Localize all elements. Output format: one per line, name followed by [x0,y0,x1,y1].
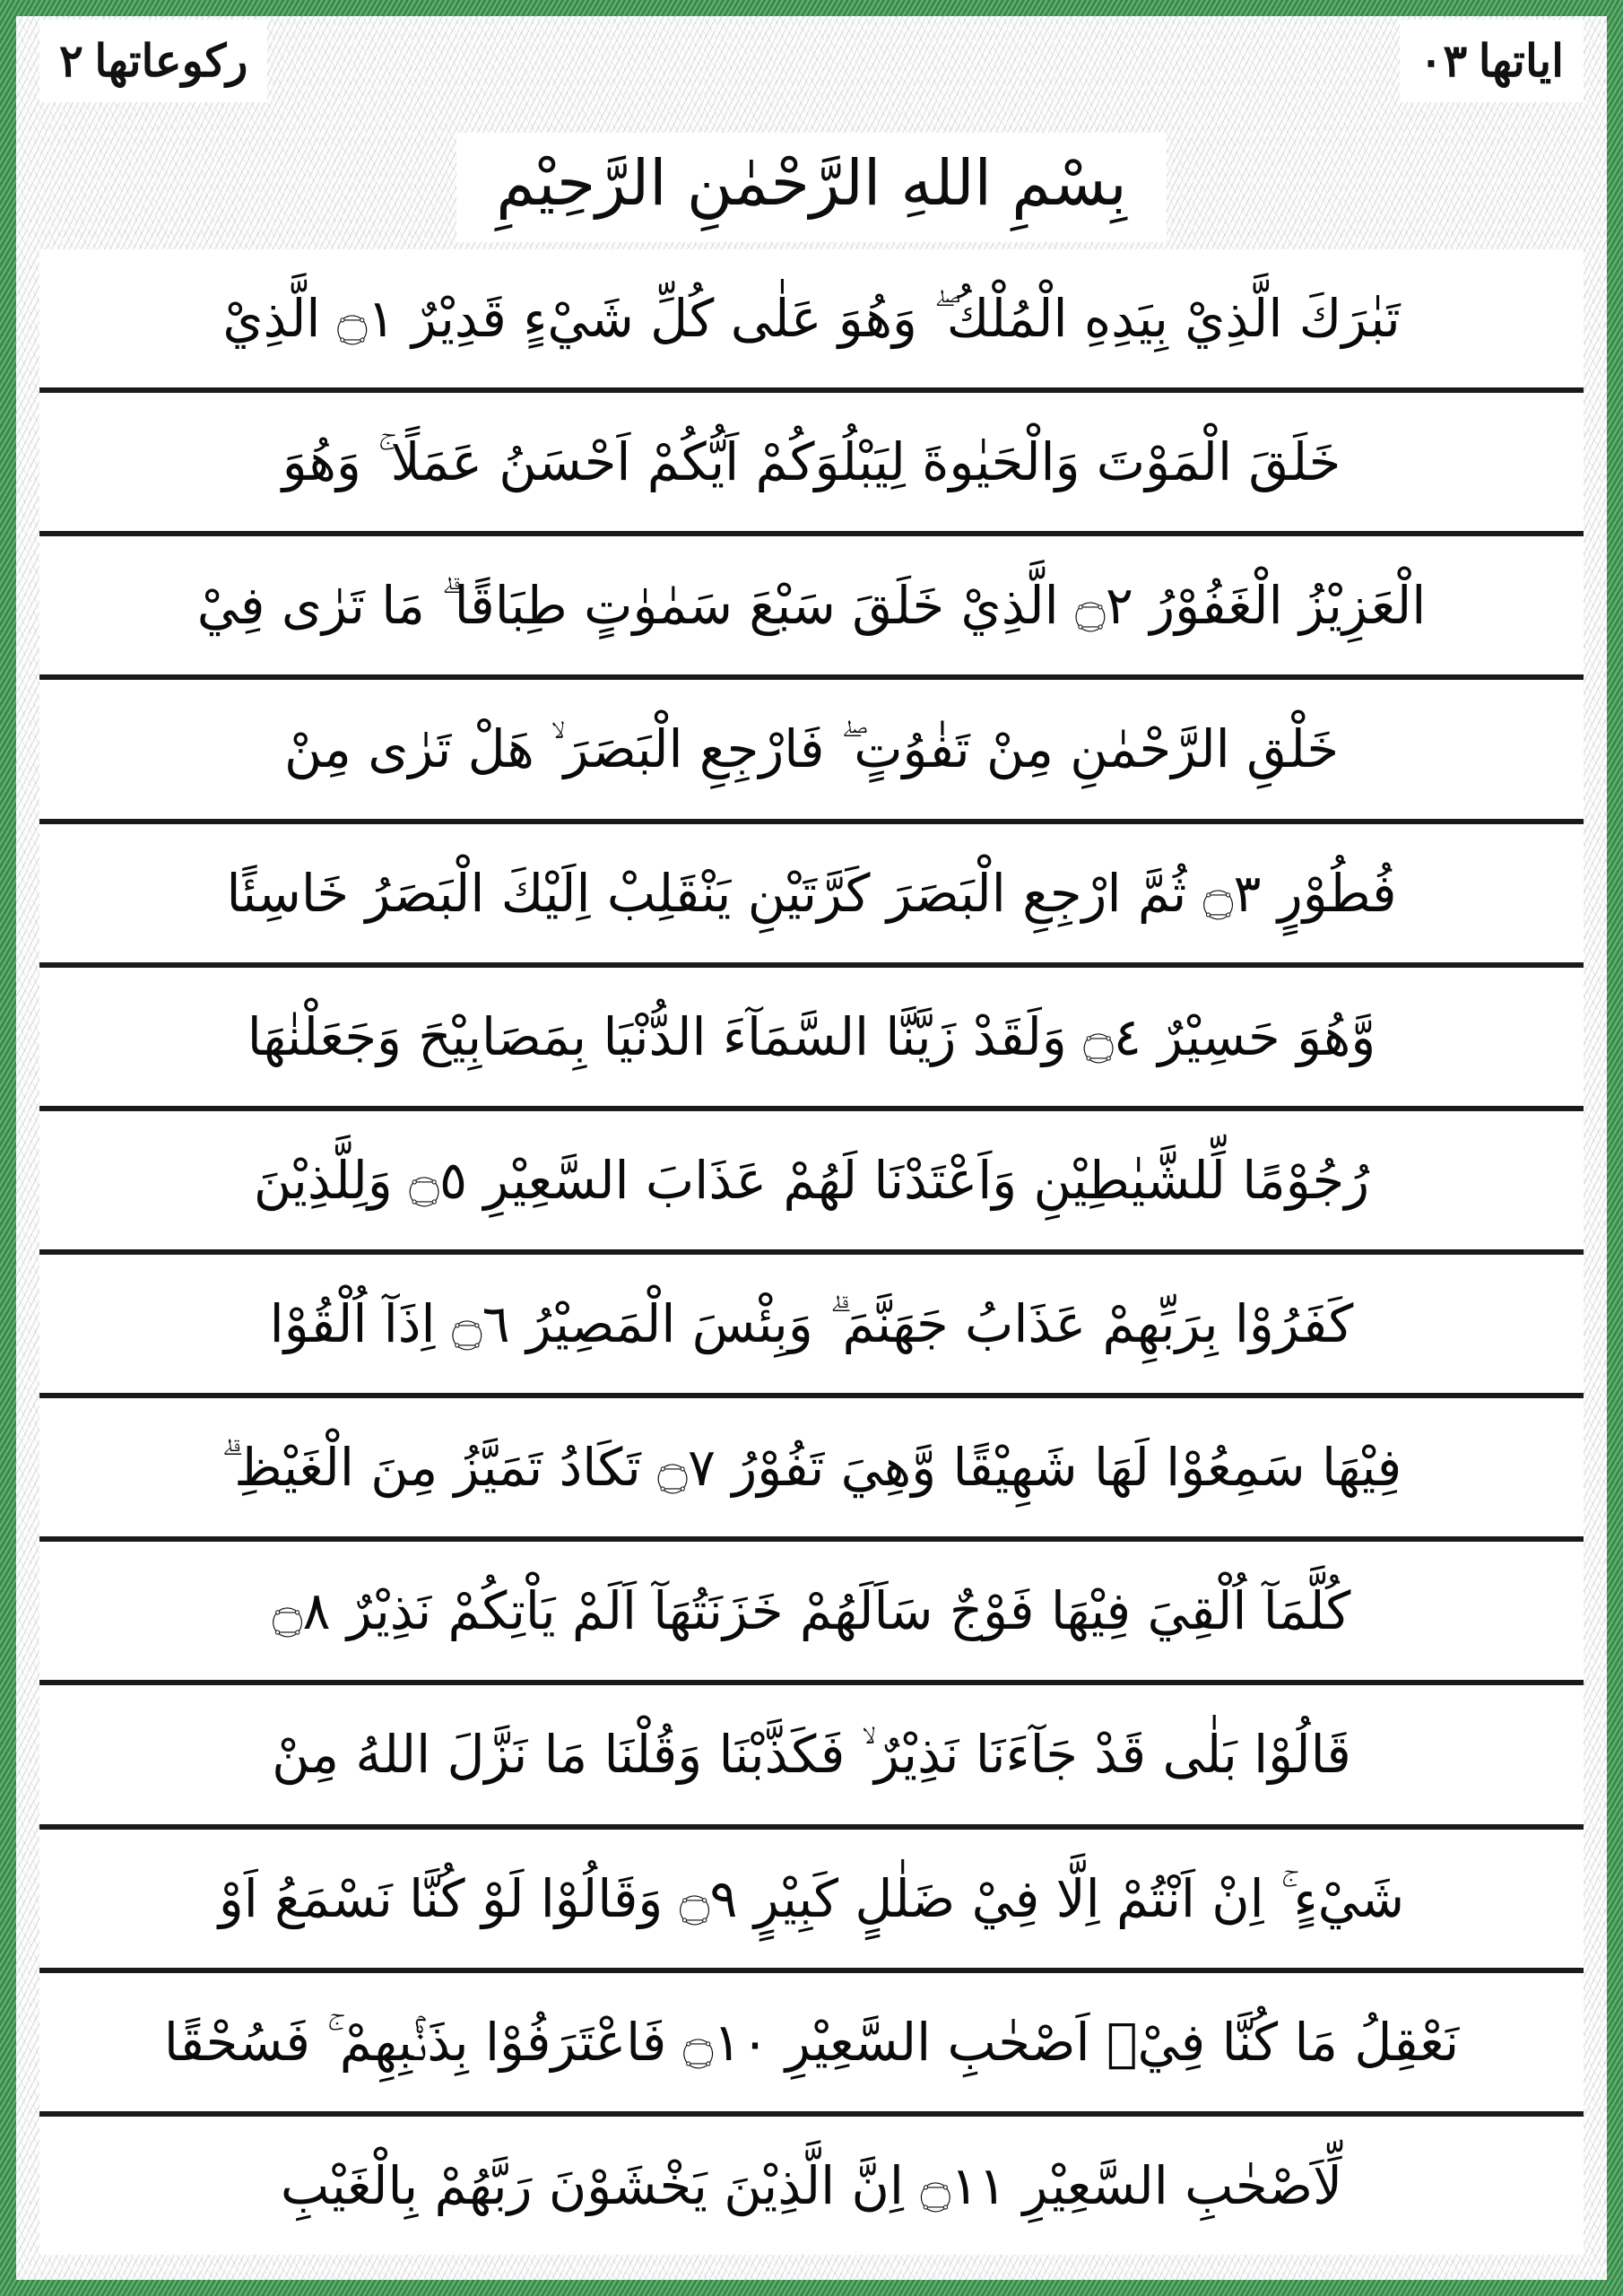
ayah-line-text: خَلْقِ الرَّحْمٰنِ مِنْ تَفٰوُتٍ ۖ فَارْجِعِ الْبَصَرَ ۙ هَلْ تَرٰى مِنْ [283,718,1340,780]
ayah-line [39,2117,1584,2255]
ayah-line-text: رُجُوْمًا لِّلشَّيٰطِيْنِ وَاَعْتَدْنَا لَهُمْ عَذَابَ السَّعِيْرِ ۝٥ وَلِلَّذِيْنَ [253,1149,1370,1211]
ayah-line [39,536,1584,680]
ayah-line-text: فِيْهَا سَمِعُوْا لَهَا شَهِيْقًا وَّهِيَ تَفُوْرُ ۝٧ تَكَادُ تَمَيَّزُ مِنَ الْغَيْظِ ۗ [221,1437,1402,1499]
ayah-line [39,1111,1584,1255]
page-header [39,20,1584,102]
ruku-count-label: ركوعاتها ٢ [39,20,267,102]
ayah-line-text: وَّهُوَ حَسِيْرٌ ۝٤ وَلَقَدْ زَيَّنَّا السَّمَآءَ الدُّنْيَا بِمَصَابِيْحَ وَجَعَلْنٰهَا [247,1005,1376,1067]
ayah-line-text: الْعَزِيْزُ الْغَفُوْرُ ۝٢ الَّذِيْ خَلَقَ سَبْعَ سَمٰوٰتٍ طِبَاقًا ۗ مَا تَرٰى فِيْ [196,575,1427,637]
ayah-line [39,1685,1584,1829]
ayah-line-text: خَلَقَ الْمَوْتَ وَالْحَيٰوةَ لِيَبْلُوَكُمْ اَيُّكُمْ اَحْسَنُ عَمَلًا ۚ وَهُوَ [282,431,1341,493]
ayah-line [39,249,1584,393]
ayah-line [39,1973,1584,2117]
ayah-line [39,1255,1584,1398]
ayah-line-text: فُطُوْرٍ ۝٣ ثُمَّ ارْجِعِ الْبَصَرَ كَرَّتَيْنِ يَنْقَلِبْ اِلَيْكَ الْبَصَرُ خَاسِئًا [226,862,1397,924]
mushaf-text-body [39,249,1584,2255]
ayah-line-text: قَالُوْا بَلٰى قَدْ جَآءَنَا نَذِيْرٌ ۙ فَكَذَّبْنَا وَقُلْنَا مَا نَزَّلَ اللهُ مِنْ [272,1724,1351,1786]
ayah-line [39,680,1584,823]
ayah-line-text: كَفَرُوْا بِرَبِّهِمْ عَذَابُ جَهَنَّمَ ۗ وَبِئْسَ الْمَصِيْرُ ۝٦ اِذَآ اُلْقُوْا [269,1293,1354,1355]
ayah-count-label: اياتها ٣٠ [1400,20,1584,102]
ayah-line [39,824,1584,968]
ayah-line [39,1542,1584,1685]
ayah-line-text: نَعْقِلُ مَا كُنَّا فِيْۤ اَصْحٰبِ السَّعِيْرِ ۝١٠ فَاعْتَرَفُوْا بِذَنْۢبِهِمْ ۚ فَسُحْقًا [163,2011,1460,2073]
ayah-line-text: كُلَّمَآ اُلْقِيَ فِيْهَا فَوْجٌ سَاَلَهُمْ خَزَنَتُهَآ اَلَمْ يَاْتِكُمْ نَذِيْرٌ ۝٨ [272,1580,1351,1642]
ayah-line [39,393,1584,536]
bismillah-container [0,133,1623,242]
ayah-line [39,1398,1584,1542]
ayah-line-text: شَيْءٍ ۚ اِنْ اَنْتُمْ اِلَّا فِيْ ضَلٰلٍ كَبِيْرٍ ۝٩ وَقَالُوْا لَوْ كُنَّا نَسْمَعُ اَوْ [218,1867,1405,1929]
ayah-line [39,1830,1584,1973]
ayah-line-text: تَبٰرَكَ الَّذِيْ بِيَدِهِ الْمُلْكُ ۖ وَهُوَ عَلٰى كُلِّ شَيْءٍ قَدِيْرٌ ۝١ الَّذِيْ [222,288,1401,350]
bismillah-text: بِسْمِ اللهِ الرَّحْمٰنِ الرَّحِيْمِ [456,133,1167,242]
ayah-line [39,968,1584,1111]
ayah-line-text: لِّاَصْحٰبِ السَّعِيْرِ ۝١١ اِنَّ الَّذِيْنَ يَخْشَوْنَ رَبَّهُمْ بِالْغَيْبِ [280,2154,1343,2216]
